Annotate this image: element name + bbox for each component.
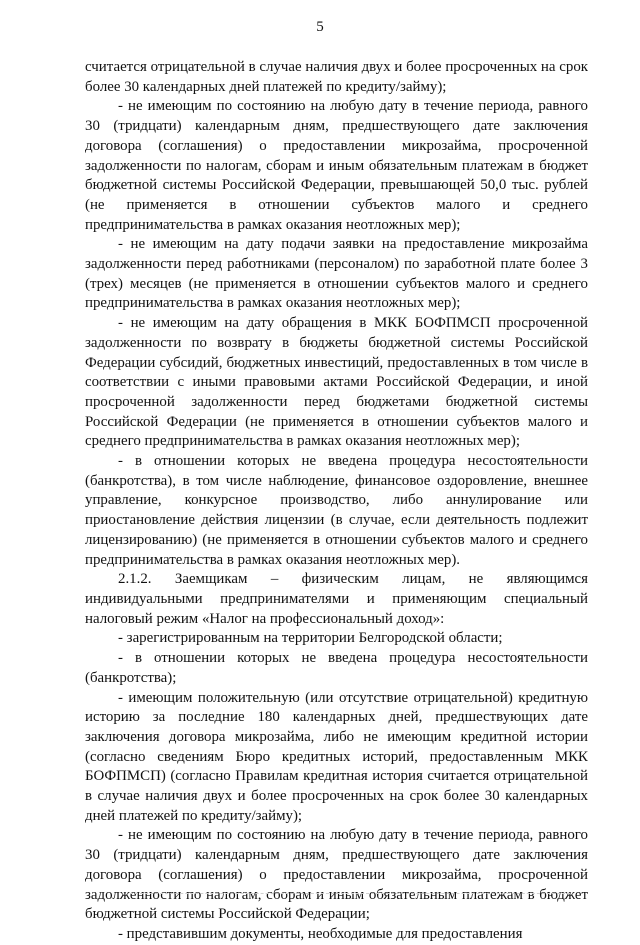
page-number: 5	[316, 19, 324, 35]
paragraph-no-bankruptcy: - в отношении которых не введена процедура несостоятельности (банкротства);	[85, 650, 588, 686]
paragraph-credit-history-end: считается отрицательной в случае наличия двух и более просроченных на срок более 30 календарных дней платежей по кредиту/займу);	[85, 59, 588, 95]
paragraph-budget-debt: - не имеющим на дату обращения в МКК БОФПМСП просроченной задолженности по возврату в бюджеты бюджетной системы Российской Федерации субсидий, бюджетных инвестиций, предоставленных в том числе в соответствии с иными правовыми актами Российской Федерации, и иной просроченной задолженности перед бюджетами бюджетной системы Российской Федерации (не применяется в отношении субъектов малого и среднего предпринимательства в рамках оказания неотложных мер);	[85, 315, 588, 450]
paragraph-documents-submitted: - представившим документы, необходимые для предоставления	[118, 925, 523, 942]
paragraph-registered-belgorod: - зарегистрированным на территории Белгородской области;	[118, 630, 503, 647]
paragraph-bankruptcy: - в отношении которых не введена процедура несостоятельности (банкротства), в том числе наблюдение, финансовое оздоровление, внешнее управление, конкурсное производство, либо аннулирование или приостановление действия лицензии (в случае, если деятельность подлежит лицензированию) (не применяется в отношении субъектов малого и среднего предпринимательства в рамках оказания неотложных мер).	[85, 453, 588, 568]
paragraph-positive-credit-history: - имеющим положительную (или отсутствие отрицательной) кредитную историю за последние 180 календарных дней, предшествующих дате заключения договора микрозайма, либо не имеющим кредитной истории (согласно сведениям Бюро кредитных историй, предоставленным МКК БОФПМСП) (согласно Правилам кредитная история считается отрицательной в случае наличия двух и более просроченных на срок более 30 календарных дней платежей по кредиту/займу);	[85, 689, 588, 824]
paragraph-salary-debt: - не имеющим на дату подачи заявки на предоставление микрозайма задолженности перед работниками (персоналом) по заработной плате более 3 (трех) месяцев (не применяется в отношении субъектов малого и среднего предпринимательства в рамках оказания неотложных мер);	[85, 236, 588, 312]
scan-edge-artifact	[130, 893, 570, 894]
document-body	[85, 58, 588, 945]
paragraph-no-tax-debt: - не имеющим по состоянию на любую дату в течение периода, равного 30 (тридцати) календарным дням, предшествующего дате заключения договора (соглашения) о предоставлении микрозайма, просроченной задолженности по налогам, сборам и иным обязательным платежам в бюджет бюджетной системы Российской Федерации;	[85, 827, 588, 923]
paragraph-tax-debt-limit: - не имеющим по состоянию на любую дату в течение периода, равного 30 (тридцати) календарным дням, предшествующего дате заключения договора (соглашения) о предоставлении микрозайма, просроченной задолженности по налогам, сборам и иным обязательным платежам в бюджет бюджетной системы Российской Федерации, превышающей 50,0 тыс. рублей (не применяется в отношении субъектов малого и среднего предпринимательства в рамках оказания неотложных мер);	[85, 98, 588, 233]
paragraph-section-2-1-2: 2.1.2. Заемщикам – физическим лицам, не являющимся индивидуальными предпринимателями и применяющим специальный налоговый режим «Налог на профессиональный доход»:	[85, 571, 588, 627]
